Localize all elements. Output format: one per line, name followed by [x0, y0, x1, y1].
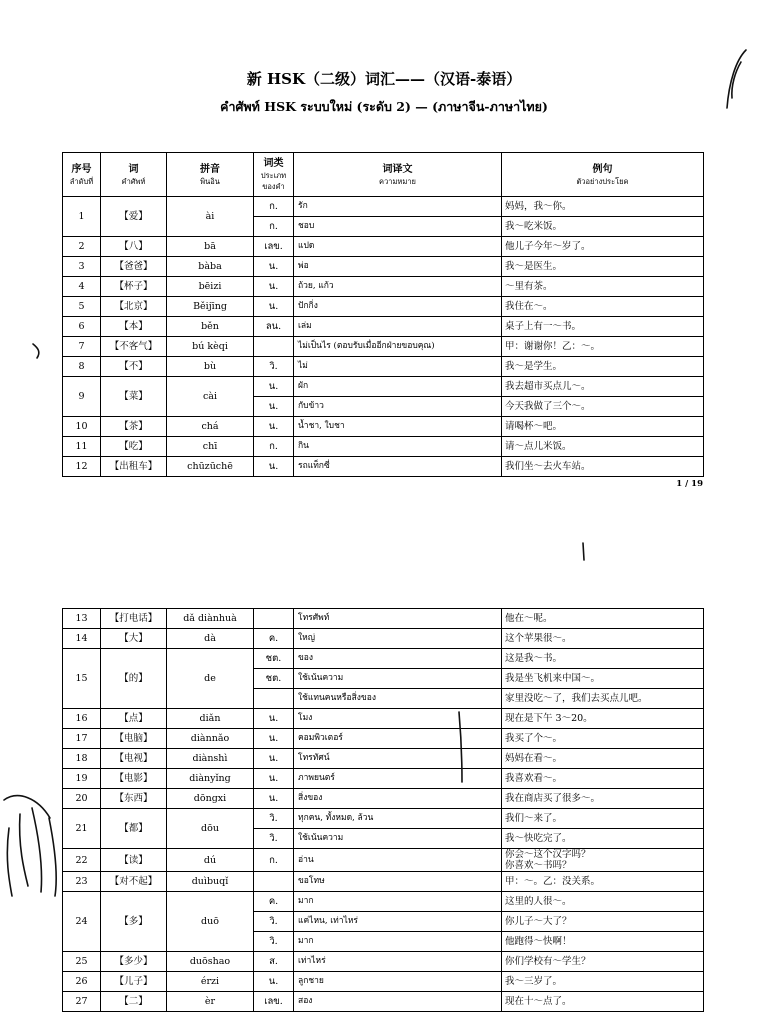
entry-part-of-speech: วิ.	[254, 809, 294, 829]
header-meaning-zh: 词译文	[382, 163, 413, 175]
table-row	[63, 457, 704, 477]
entry-word: 【电视】	[101, 749, 167, 769]
entry-pinyin: chūzūchē	[167, 457, 254, 477]
entry-number: 14	[63, 629, 101, 649]
table-row	[63, 892, 704, 912]
entry-part-of-speech: ลน.	[254, 317, 294, 337]
entry-pinyin: běn	[167, 317, 254, 337]
entry-pinyin: érzi	[167, 972, 254, 992]
entry-pinyin: bú kèqi	[167, 337, 254, 357]
entry-meaning: ปักกิ่ง	[294, 297, 502, 317]
entry-word: 【不客气】	[101, 337, 167, 357]
entry-part-of-speech: ค.	[254, 892, 294, 912]
header-word-th: คำศัพท์	[121, 176, 146, 186]
entry-word: 【爸爸】	[101, 257, 167, 277]
entry-example: 他儿子今年～岁了。	[502, 237, 704, 257]
table-row	[63, 992, 704, 1012]
entry-word: 【茶】	[101, 417, 167, 437]
header-example	[502, 153, 704, 197]
header-number-th: ลำดับที่	[69, 176, 94, 186]
entry-example: 你们学校有～学生？	[502, 952, 704, 972]
entry-number: 1	[63, 197, 101, 237]
header-meaning	[294, 153, 502, 197]
table-row	[63, 237, 704, 257]
entry-number: 8	[63, 357, 101, 377]
entry-part-of-speech	[254, 872, 294, 892]
table-row	[63, 609, 704, 629]
entry-meaning: ภาพยนตร์	[294, 769, 502, 789]
entry-number: 19	[63, 769, 101, 789]
entry-meaning: กิน	[294, 437, 502, 457]
entry-meaning: ใช้แทนคนหรือสิ่งของ	[294, 689, 502, 709]
table-row	[63, 769, 704, 789]
header-pinyin-zh: 拼音	[200, 163, 220, 175]
table-row	[63, 952, 704, 972]
table-row	[63, 729, 704, 749]
entry-number: 17	[63, 729, 101, 749]
document-subtitle: คำศัพท์ HSK ระบบใหม่ (ระดับ 2) — (ภาษาจีน-ภาษาไทย)	[220, 99, 548, 114]
entry-example-line: 你会～这个汉字吗？	[505, 849, 591, 860]
entry-example: 我～快吃完了。	[502, 829, 704, 849]
handwritten-stroke	[33, 344, 39, 358]
entry-meaning: ผัก	[294, 377, 502, 397]
entry-meaning: เล่ม	[294, 317, 502, 337]
header-pos-th-line-1: ประเภท	[260, 171, 287, 180]
entry-number: 13	[63, 609, 101, 629]
entry-example: 现在十～点了。	[502, 992, 704, 1012]
table-row	[63, 789, 704, 809]
entry-pinyin: chá	[167, 417, 254, 437]
header-example-zh: 例句	[592, 163, 613, 175]
entry-pinyin: dōu	[167, 809, 254, 849]
entry-example: 我～是学生。	[502, 357, 704, 377]
header-pos-th-line-2: ของคำ	[262, 182, 285, 191]
entry-pinyin: dǎ diànhuà	[167, 609, 254, 629]
entry-part-of-speech	[254, 689, 294, 709]
entry-part-of-speech: ก.	[254, 437, 294, 457]
entry-word: 【多】	[101, 892, 167, 952]
entry-example: 今天我做了三个～。	[502, 397, 704, 417]
entry-number: 20	[63, 789, 101, 809]
entry-word: 【北京】	[101, 297, 167, 317]
table-row	[63, 749, 704, 769]
table-row	[63, 849, 704, 872]
entry-meaning: รัก	[294, 197, 502, 217]
table-row	[63, 317, 704, 337]
entry-word: 【吃】	[101, 437, 167, 457]
entry-example: 妈妈在看～。	[502, 749, 704, 769]
table-row	[63, 972, 704, 992]
entry-meaning: ทุกคน, ทั้งหมด, ล้วน	[294, 809, 502, 829]
entry-example: 甲：谢谢你！乙：～。	[502, 337, 704, 357]
handwritten-stroke	[32, 808, 42, 892]
entry-example: 请喝杯～吧。	[502, 417, 704, 437]
table-row	[63, 809, 704, 829]
table-row	[63, 257, 704, 277]
entry-word: 【菜】	[101, 377, 167, 417]
entry-meaning: ใหญ่	[294, 629, 502, 649]
entry-number: 26	[63, 972, 101, 992]
entry-meaning: ของ	[294, 649, 502, 669]
header-example-th: ตัวอย่างประโยค	[576, 176, 629, 186]
entry-pinyin: èr	[167, 992, 254, 1012]
entry-number: 15	[63, 649, 101, 709]
entry-part-of-speech: น.	[254, 729, 294, 749]
vocabulary-table-page-2	[62, 608, 704, 1012]
entry-meaning: โทรทัศน์	[294, 749, 502, 769]
entry-example: 我在商店买了很多～。	[502, 789, 704, 809]
entry-part-of-speech: ก.	[254, 197, 294, 217]
entry-word: 【都】	[101, 809, 167, 849]
entry-pinyin: diǎn	[167, 709, 254, 729]
entry-meaning: โมง	[294, 709, 502, 729]
table-row	[63, 357, 704, 377]
entry-part-of-speech: เลข.	[254, 992, 294, 1012]
entry-pinyin: bàba	[167, 257, 254, 277]
entry-word: 【爱】	[101, 197, 167, 237]
entry-example: 我们坐～去火车站。	[502, 457, 704, 477]
entry-part-of-speech: ชต.	[254, 649, 294, 669]
entry-meaning: สอง	[294, 992, 502, 1012]
entry-meaning: รถแท็กซี่	[294, 457, 502, 477]
entry-part-of-speech: วิ.	[254, 357, 294, 377]
entry-part-of-speech	[254, 337, 294, 357]
entry-example: 妈妈，我～你。	[502, 197, 704, 217]
entry-part-of-speech: น.	[254, 709, 294, 729]
table-row	[63, 277, 704, 297]
document-title: 新 HSK（二级）词汇——（汉语-泰语）	[246, 70, 522, 88]
entry-part-of-speech: น.	[254, 749, 294, 769]
entry-part-of-speech	[254, 609, 294, 629]
handwritten-stroke	[20, 814, 28, 886]
entry-pinyin: cài	[167, 377, 254, 417]
entry-number: 2	[63, 237, 101, 257]
entry-pinyin: bēizi	[167, 277, 254, 297]
entry-example: 甲：～。乙：没关系。	[502, 872, 704, 892]
entry-part-of-speech: น.	[254, 417, 294, 437]
table-row	[63, 197, 704, 217]
table-row	[63, 872, 704, 892]
entry-pinyin: bā	[167, 237, 254, 257]
handwritten-stroke	[4, 796, 50, 818]
entry-word: 【电脑】	[101, 729, 167, 749]
entry-word: 【对不起】	[101, 872, 167, 892]
handwritten-stroke	[7, 828, 12, 896]
entry-word: 【不】	[101, 357, 167, 377]
header-number-zh: 序号	[71, 163, 92, 175]
entry-example: 我～吃米饭。	[502, 217, 704, 237]
entry-word: 【打电话】	[101, 609, 167, 629]
entry-part-of-speech: น.	[254, 789, 294, 809]
entry-pinyin: dú	[167, 849, 254, 872]
entry-part-of-speech: น.	[254, 457, 294, 477]
entry-pinyin: Běijīng	[167, 297, 254, 317]
entry-meaning: ใช้เน้นความ	[294, 829, 502, 849]
entry-number: 5	[63, 297, 101, 317]
entry-pinyin: dà	[167, 629, 254, 649]
entry-part-of-speech: ค.	[254, 629, 294, 649]
entry-part-of-speech: ชต.	[254, 669, 294, 689]
entry-word: 【电影】	[101, 769, 167, 789]
entry-meaning: มาก	[294, 932, 502, 952]
entry-word: 【读】	[101, 849, 167, 872]
entry-number: 21	[63, 809, 101, 849]
entry-meaning: ถ้วย, แก้ว	[294, 277, 502, 297]
page-number: 1 / 19	[676, 479, 703, 489]
entry-example: 我住在～。	[502, 297, 704, 317]
header-pos-zh: 词类	[263, 158, 284, 169]
table-row	[63, 649, 704, 669]
entry-part-of-speech: น.	[254, 277, 294, 297]
entry-pinyin: diànyǐng	[167, 769, 254, 789]
entry-pinyin: duō	[167, 892, 254, 952]
entry-example	[502, 849, 704, 872]
entry-number: 16	[63, 709, 101, 729]
entry-example: ～里有茶。	[502, 277, 704, 297]
handwritten-stroke	[583, 543, 584, 560]
entry-meaning: โทรศัพท์	[294, 609, 502, 629]
entry-pinyin: duōshao	[167, 952, 254, 972]
entry-number: 18	[63, 749, 101, 769]
table-body-page-1	[63, 197, 704, 477]
entry-pinyin: ài	[167, 197, 254, 237]
entry-meaning: เท่าไหร่	[294, 952, 502, 972]
header-number	[63, 153, 101, 197]
entry-part-of-speech: เลข.	[254, 237, 294, 257]
entry-number: 11	[63, 437, 101, 457]
entry-number: 9	[63, 377, 101, 417]
entry-number: 25	[63, 952, 101, 972]
entry-example: 请～点儿米饭。	[502, 437, 704, 457]
entry-word: 【的】	[101, 649, 167, 709]
entry-example: 现在是下午 3～20。	[502, 709, 704, 729]
entry-number: 10	[63, 417, 101, 437]
entry-number: 27	[63, 992, 101, 1012]
header-meaning-th: ความหมาย	[379, 176, 416, 186]
entry-number: 22	[63, 849, 101, 872]
header-part-of-speech	[254, 153, 294, 197]
entry-part-of-speech: วิ.	[254, 829, 294, 849]
entry-part-of-speech: น.	[254, 769, 294, 789]
entry-meaning: ขอโทษ	[294, 872, 502, 892]
entry-part-of-speech: น.	[254, 297, 294, 317]
entry-meaning: ใช้เน้นความ	[294, 669, 502, 689]
entry-pinyin: diànnǎo	[167, 729, 254, 749]
entry-example: 桌子上有一～书。	[502, 317, 704, 337]
table-row	[63, 709, 704, 729]
table-row	[63, 297, 704, 317]
header-pinyin	[167, 153, 254, 197]
entry-example: 这里的人很～。	[502, 892, 704, 912]
header-word-zh: 词	[128, 163, 139, 175]
entry-meaning: ลูกชาย	[294, 972, 502, 992]
entry-meaning: แค่ไหน, เท่าไหร่	[294, 912, 502, 932]
entry-pinyin: de	[167, 649, 254, 709]
entry-example: 你儿子～大了？	[502, 912, 704, 932]
table-row	[63, 417, 704, 437]
entry-word: 【东西】	[101, 789, 167, 809]
header-word	[101, 153, 167, 197]
entry-word: 【出租车】	[101, 457, 167, 477]
entry-word: 【儿子】	[101, 972, 167, 992]
entry-example-line: 你喜欢～书吗？	[505, 860, 572, 871]
entry-example: 我是坐飞机来中国～。	[502, 669, 704, 689]
entry-number: 7	[63, 337, 101, 357]
entry-part-of-speech: ก.	[254, 849, 294, 872]
table-row	[63, 629, 704, 649]
entry-part-of-speech: น.	[254, 257, 294, 277]
entry-part-of-speech: น.	[254, 377, 294, 397]
entry-word: 【多少】	[101, 952, 167, 972]
entry-pinyin: chī	[167, 437, 254, 457]
table-row	[63, 377, 704, 397]
entry-word: 【大】	[101, 629, 167, 649]
entry-word: 【点】	[101, 709, 167, 729]
entry-example: 这是我～书。	[502, 649, 704, 669]
entry-number: 23	[63, 872, 101, 892]
entry-meaning: ไม่	[294, 357, 502, 377]
entry-number: 12	[63, 457, 101, 477]
entry-part-of-speech: วิ.	[254, 912, 294, 932]
entry-number: 3	[63, 257, 101, 277]
entry-example: 他跑得～快啊！	[502, 932, 704, 952]
entry-example: 他在～呢。	[502, 609, 704, 629]
entry-part-of-speech: ก.	[254, 217, 294, 237]
entry-meaning: น้ำชา, ใบชา	[294, 417, 502, 437]
entry-example: 这个苹果很～。	[502, 629, 704, 649]
entry-part-of-speech: ส.	[254, 952, 294, 972]
entry-meaning: แปด	[294, 237, 502, 257]
entry-pinyin: diànshì	[167, 749, 254, 769]
entry-example: 我喜欢看～。	[502, 769, 704, 789]
entry-number: 4	[63, 277, 101, 297]
entry-meaning: พ่อ	[294, 257, 502, 277]
vocabulary-table-page-1	[62, 152, 704, 477]
entry-part-of-speech: น.	[254, 397, 294, 417]
handwritten-stroke	[49, 818, 56, 896]
entry-meaning: สิ่งของ	[294, 789, 502, 809]
entry-example: 家里没吃～了，我们去买点儿吧。	[502, 689, 704, 709]
entry-word: 【二】	[101, 992, 167, 1012]
entry-example: 我～三岁了。	[502, 972, 704, 992]
entry-meaning: มาก	[294, 892, 502, 912]
entry-meaning: กับข้าว	[294, 397, 502, 417]
entry-word: 【杯子】	[101, 277, 167, 297]
entry-word: 【八】	[101, 237, 167, 257]
entry-example: 我去超市买点儿～。	[502, 377, 704, 397]
entry-pinyin: dōngxi	[167, 789, 254, 809]
table-row	[63, 337, 704, 357]
entry-meaning: อ่าน	[294, 849, 502, 872]
entry-meaning: ไม่เป็นไร (ตอบรับเมื่ออีกฝ่ายขอบคุณ)	[294, 337, 502, 357]
entry-example: 我～是医生。	[502, 257, 704, 277]
entry-pinyin: duìbuqǐ	[167, 872, 254, 892]
table-row	[63, 437, 704, 457]
entry-part-of-speech: น.	[254, 972, 294, 992]
table-body-page-2	[63, 609, 704, 1012]
entry-part-of-speech: วิ.	[254, 932, 294, 952]
table-header-row	[63, 153, 704, 197]
header-pinyin-th: พินอิน	[200, 176, 220, 186]
entry-number: 6	[63, 317, 101, 337]
entry-meaning: คอมพิวเตอร์	[294, 729, 502, 749]
entry-example: 我们～来了。	[502, 809, 704, 829]
entry-word: 【本】	[101, 317, 167, 337]
entry-pinyin: bù	[167, 357, 254, 377]
entry-example: 我买了个～。	[502, 729, 704, 749]
entry-number: 24	[63, 892, 101, 952]
entry-meaning: ชอบ	[294, 217, 502, 237]
